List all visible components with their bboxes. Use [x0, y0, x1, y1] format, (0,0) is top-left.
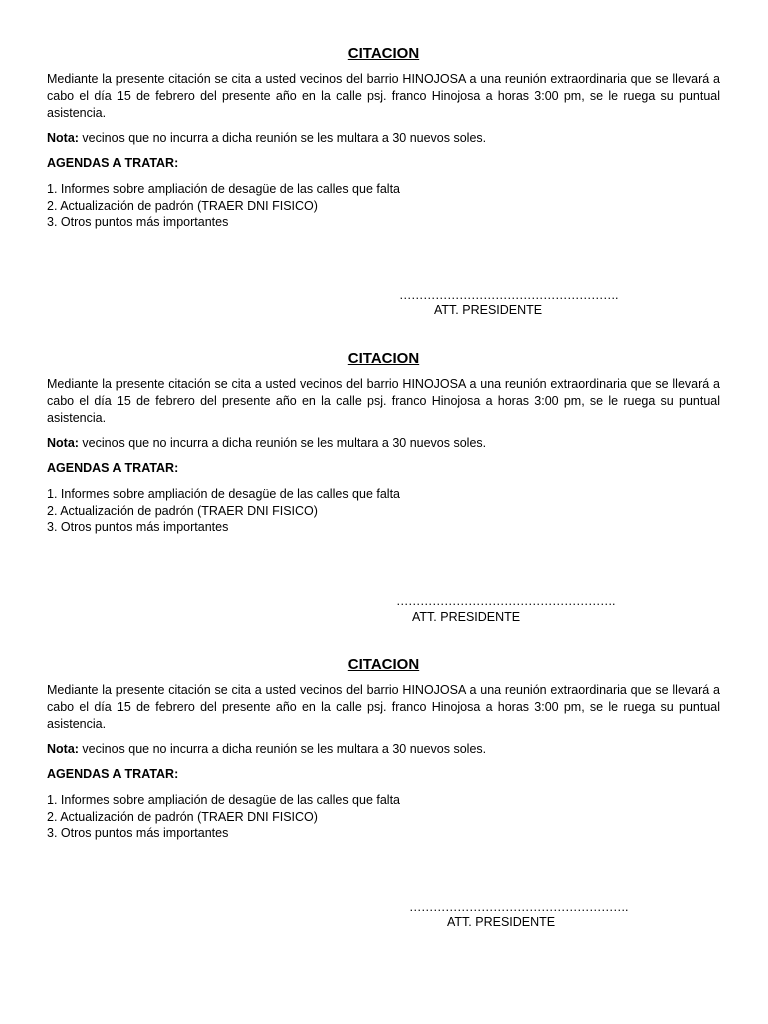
citation-note	[47, 435, 720, 452]
agenda-item: 1. Informes sobre ampliación de desagüe de las calles que falta	[47, 487, 400, 501]
note-label: Nota:	[47, 131, 79, 145]
agenda-item: 1. Informes sobre ampliación de desagüe de las calles que falta	[47, 793, 400, 807]
signature-name: ATT. PRESIDENTE	[412, 610, 521, 624]
signature-line: ……………………………………………….	[396, 594, 615, 608]
citation-note	[47, 741, 720, 758]
citation-body: Mediante la presente citación se cita a usted vecinos del barrio HINOJOSA a una reunión extraordinaria que se llevará a cabo el día 15 de febrero del presente año en la calle psj. franco Hinojosa a horas 3:00 pm, se le ruega su puntual asistencia.	[47, 72, 720, 120]
citation-body: Mediante la presente citación se cita a usted vecinos del barrio HINOJOSA a una reunión extraordinaria que se llevará a cabo el día 15 de febrero del presente año en la calle psj. franco Hinojosa a horas 3:00 pm, se le ruega su puntual asistencia.	[47, 683, 720, 731]
signature-line: ……………………………………………….	[399, 288, 618, 302]
note-label: Nota:	[47, 742, 79, 756]
agenda-heading: AGENDAS A TRATAR:	[47, 156, 179, 170]
citation-block	[47, 348, 720, 536]
agenda-item: 2. Actualización de padrón (TRAER DNI FISICO)	[47, 503, 318, 518]
citation-body: Mediante la presente citación se cita a usted vecinos del barrio HINOJOSA a una reunión extraordinaria que se llevará a cabo el día 15 de febrero del presente año en la calle psj. franco Hinojosa a horas 3:00 pm, se le ruega su puntual asistencia.	[47, 377, 720, 425]
agenda-item: 1. Informes sobre ampliación de desagüe de las calles que falta	[47, 182, 400, 196]
citation-note	[47, 130, 720, 147]
note-text: vecinos que no incurra a dicha reunión se les multara a 30 nuevos soles.	[78, 742, 487, 756]
agenda-item: 3. Otros puntos más importantes	[47, 826, 229, 840]
note-label: Nota:	[47, 436, 79, 450]
note-text: vecinos que no incurra a dicha reunión se les multara a 30 nuevos soles.	[78, 131, 487, 145]
agenda-item: 3. Otros puntos más importantes	[47, 215, 229, 229]
signature-name: ATT. PRESIDENTE	[447, 915, 556, 929]
signature-line: ……………………………………………….	[409, 900, 628, 914]
agenda-list	[47, 486, 720, 536]
citation-block	[47, 43, 720, 231]
agenda-item: 2. Actualización de padrón (TRAER DNI FISICO)	[47, 809, 318, 824]
note-text: vecinos que no incurra a dicha reunión se les multara a 30 nuevos soles.	[78, 436, 487, 450]
signature-name: ATT. PRESIDENTE	[434, 303, 543, 317]
agenda-heading: AGENDAS A TRATAR:	[47, 461, 179, 475]
agenda-heading: AGENDAS A TRATAR:	[47, 767, 179, 781]
citation-block	[47, 654, 720, 842]
agenda-list	[47, 792, 720, 842]
citation-title: CITACION	[347, 350, 420, 367]
agenda-item: 2. Actualización de padrón (TRAER DNI FISICO)	[47, 198, 318, 213]
citation-title: CITACION	[347, 656, 420, 673]
citation-title: CITACION	[347, 45, 420, 62]
agenda-list	[47, 181, 720, 231]
agenda-item: 3. Otros puntos más importantes	[47, 520, 229, 534]
